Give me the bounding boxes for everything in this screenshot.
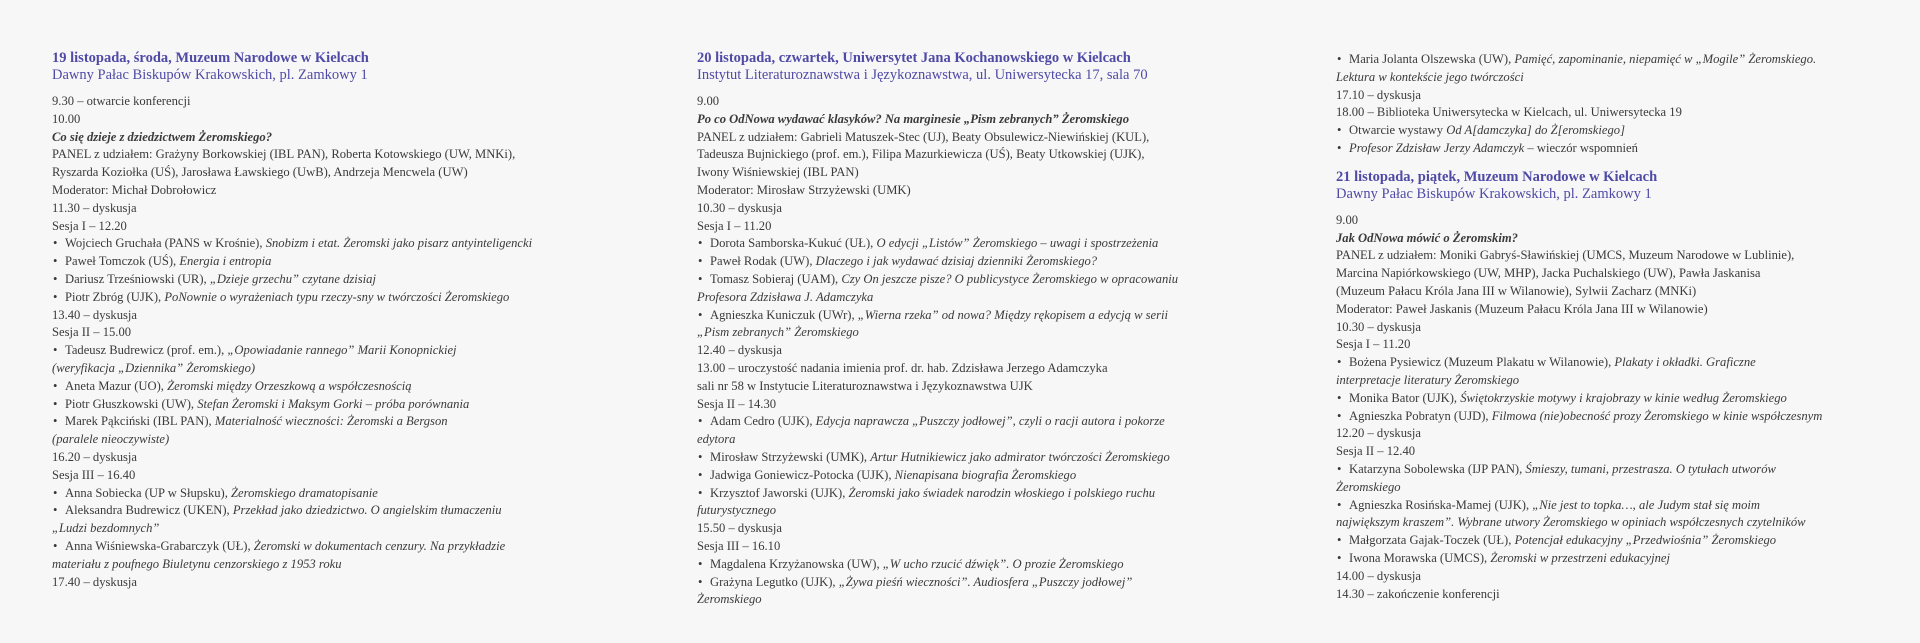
bullet-icon: • [1337, 140, 1342, 155]
talk-title: Śmieszy, tumani, przestrasza. O tytułach utworów [1525, 461, 1776, 476]
talk-item [1336, 354, 1896, 390]
bullet-icon: • [698, 236, 703, 251]
talk-title-cont: „Pism zebranych” Żeromskiego [697, 325, 859, 340]
talk-title-cont: (weryfikacja „Dziennika” Żeromskiego) [52, 360, 256, 375]
panel-members: (Muzeum Pałacu Króla Jana III w Wilanowie), Sylwii Zacharz (MNKi) [1336, 283, 1697, 298]
talk-title: Przekład jako dziedzictwo. O angielskim tłumaczeniu [232, 503, 502, 518]
event-item [1336, 122, 1896, 140]
day-3-column [1336, 51, 1896, 603]
talk-title-cont: Lektura w kontekście jego twórczości [1336, 69, 1524, 84]
speaker: Tomasz Sobieraj (UAM), [710, 271, 842, 286]
talk-item [1336, 550, 1896, 568]
talk-item [1336, 51, 1896, 87]
bullet-icon: • [53, 254, 58, 269]
talk-item [52, 413, 612, 449]
talk-title-cont: materiału z poufnego Biuletynu cenzorskiego z 1953 roku [52, 556, 342, 571]
bullet-icon: • [53, 289, 58, 304]
speaker: Jadwiga Goniewicz-Potocka (UJK), [710, 467, 895, 482]
speaker: Maria Jolanta Olszewska (UW), [1349, 52, 1515, 66]
schedule-line: 12.40 – dyskusja [697, 343, 783, 358]
talk-title: Nienapisana biografia Żeromskiego [894, 467, 1077, 482]
bullet-icon: • [1337, 52, 1342, 66]
speaker: Piotr Głuszkowski (UW), [65, 396, 198, 411]
session-heading: Sesja II – 14.30 [697, 396, 777, 411]
talk-item [52, 289, 612, 307]
speaker: Krzysztof Jaworski (UJK), [710, 485, 849, 500]
schedule-line: 13.40 – dyskusja [52, 307, 138, 322]
schedule-line: 17.40 – dyskusja [52, 574, 138, 589]
schedule-line: 10.30 – dyskusja [697, 200, 783, 215]
talk-title: Energia i entropia [179, 254, 272, 269]
talk-item [1336, 461, 1896, 497]
talk-title-cont: Żeromskiego [1336, 479, 1401, 494]
bullet-icon: • [1337, 461, 1342, 476]
bullet-icon: • [698, 467, 703, 482]
bullet-icon: • [1337, 390, 1342, 405]
day-1-title: 19 listopada, środa, Muzeum Narodowe w Kielcach [52, 50, 369, 66]
speaker: Aneta Mazur (UO), [65, 378, 168, 393]
talk-item [52, 342, 612, 378]
ceremony-line: sali nr 58 w Instytucie Literaturoznawstwa i Językoznawstwa UJK [697, 378, 1033, 393]
schedule-line: 10.30 – dyskusja [1336, 319, 1422, 334]
talk-title-cont: największym kraszem”. Wybrane utwory Żeromskiego w opiniach współczesnych czytelników [1336, 515, 1806, 530]
talk-item [52, 396, 612, 414]
talk-title: Plakaty i okładki. Graficzne [1614, 355, 1756, 370]
talk-item [52, 538, 612, 574]
talk-title: „Nie jest to topka…, ale Judym stał się moim [1532, 497, 1760, 512]
schedule-line: 12.20 – dyskusja [1336, 426, 1422, 441]
schedule-line: 9.00 [1336, 212, 1359, 227]
schedule-line: 15.50 – dyskusja [697, 521, 783, 536]
talk-title: Żeromski w przestrzeni edukacyjnej [1490, 550, 1670, 565]
bullet-icon: • [698, 449, 703, 464]
speaker: Anna Wiśniewska-Grabarczyk (UŁ), [65, 538, 254, 553]
talk-item [697, 413, 1257, 449]
panel-title: Po co OdNowa wydawać klasyków? Na marginesie „Pism zebranych” Żeromskiego [697, 111, 1130, 126]
speaker: Małgorzata Gajak-Toczek (UŁ), [1349, 533, 1515, 548]
talk-item [1336, 532, 1896, 550]
talk-item [697, 253, 1257, 271]
exhibition-title: Od A[damczyka] do Ż[eromskiego] [1446, 123, 1625, 138]
talk-title: Artur Hutnikiewicz jako admirator twórczości Żeromskiego [870, 449, 1170, 464]
bullet-icon: • [698, 485, 703, 500]
panel-members: Tadeusza Bujnickiego (prof. em.), Filipa Mazurkiewicza (UŚ), Beaty Utkowskiej (UJK), [697, 147, 1145, 162]
speaker: Piotr Zbróg (UJK), [65, 289, 165, 304]
talk-item [697, 485, 1257, 521]
event-label: Otwarcie wystawy [1349, 123, 1447, 138]
day-2-title: 20 listopada, czwartek, Uniwersytet Jana Kochanowskiego w Kielcach [697, 50, 1131, 66]
talk-item [697, 467, 1257, 485]
talk-item [697, 449, 1257, 467]
bullet-icon: • [698, 574, 703, 589]
panel-title: Co się dzieje z dziedzictwem Żeromskiego? [52, 129, 273, 144]
schedule-line: 18.00 – Biblioteka Uniwersytecka w Kielcach, ul. Uniwersytecka 19 [1336, 105, 1682, 120]
panel-members: PANEL z udziałem: Moniki Gabryś-Sławińskiej (UMCS, Muzeum Narodowe w Lublinie), [1336, 248, 1795, 263]
schedule-line: 11.30 – dyskusja [52, 200, 137, 215]
talk-title: Materialność wieczności: Żeromski a Bergson [214, 414, 448, 429]
session-heading: Sesja III – 16.10 [697, 538, 781, 553]
talk-title: Dlaczego i jak wydawać dzisiaj dzienniki Żeromskiego? [815, 254, 1098, 269]
bullet-icon: • [698, 307, 703, 322]
talk-title-cont: Profesora Zdzisława J. Adamczyka [697, 289, 874, 304]
talk-title: PoNownie o wyrażeniach typu rzeczy-sny w twórczości Żeromskiego [164, 289, 510, 304]
honoree-name: Profesor Zdzisław Jerzy Adamczyk [1349, 140, 1525, 155]
bullet-icon: • [53, 538, 58, 553]
session-heading: Sesja III – 16.40 [52, 467, 136, 482]
speaker: Agnieszka Kuniczuk (UWr), [710, 307, 858, 322]
bullet-icon: • [1337, 355, 1342, 370]
schedule-line: 14.30 – zakończenie konferencji [1336, 586, 1500, 601]
schedule-line: 10.00 [52, 111, 81, 126]
talk-item [1336, 497, 1896, 533]
speaker: Monika Bator (UJK), [1349, 390, 1461, 405]
talk-title: Filmowa (nie)obecność prozy Żeromskiego w kinie współczesnym [1491, 408, 1823, 423]
bullet-icon: • [53, 343, 58, 358]
bullet-icon: • [1337, 533, 1342, 548]
session-heading: Sesja I – 11.20 [697, 218, 772, 233]
event-label: – wieczór wspomnień [1524, 140, 1638, 155]
talk-title: Czy On jeszcze pisze? O publicystyce Żeromskiego w opracowaniu [841, 271, 1179, 286]
talk-title: „Dzieje grzechu” czytane dzisiaj [209, 271, 376, 286]
speaker: Tadeusz Budrewicz (prof. em.), [65, 343, 228, 358]
talk-title: Edycja naprawcza „Puszczy jodłowej”, czyli o racji autora i pokorze [815, 414, 1165, 429]
talk-title: Stefan Żeromski i Maksym Gorki – próba porównania [197, 396, 470, 411]
panel-members: Marcina Napiórkowskiego (UW, MHP), Jacka Puchalskiego (UW), Pawła Jaskanisa [1336, 266, 1761, 281]
session-heading: Sesja I – 12.20 [52, 218, 127, 233]
speaker: Aleksandra Budrewicz (UKEN), [65, 503, 233, 518]
bullet-icon: • [1337, 123, 1342, 138]
panel-members: PANEL z udziałem: Grażyny Borkowskiej (IBL PAN), Roberta Kotowskiego (UW, MNKi), [52, 147, 516, 162]
talk-item [697, 307, 1257, 343]
talk-title: Żeromski jako świadek narodzin włoskiego i polskiego ruchu [848, 485, 1156, 500]
bullet-icon: • [53, 414, 58, 429]
talk-item [52, 485, 612, 503]
speaker: Adam Cedro (UJK), [710, 414, 816, 429]
bullet-icon: • [1337, 497, 1342, 512]
schedule-line: 17.10 – dyskusja [1336, 87, 1422, 102]
talk-title: „Opowiadanie rannego” Marii Konopnickiej [227, 343, 457, 358]
bullet-icon: • [698, 414, 703, 429]
speaker: Iwona Morawska (UMCS), [1349, 550, 1491, 565]
event-item [1336, 140, 1896, 158]
speaker: Magdalena Krzyżanowska (UW), [710, 556, 883, 571]
schedule-line: 14.00 – dyskusja [1336, 568, 1422, 583]
speaker: Mirosław Strzyżewski (UMK), [710, 449, 871, 464]
speaker: Marek Pąkciński (IBL PAN), [65, 414, 215, 429]
day-1-column [52, 50, 612, 591]
speaker: Wojciech Gruchała (PANS w Krośnie), [65, 236, 266, 251]
talk-item [697, 235, 1257, 253]
talk-item [1336, 390, 1896, 408]
talk-title-cont: futurystycznego [697, 503, 777, 518]
bullet-icon: • [53, 503, 58, 518]
speaker: Grażyna Legutko (UJK), [710, 574, 839, 589]
talk-item [697, 574, 1257, 610]
speaker: Agnieszka Rosińska-Mamej (UJK), [1349, 497, 1533, 512]
panel-members: Iwony Wiśniewskiej (IBL PAN) [697, 165, 859, 180]
schedule-line: 16.20 – dyskusja [52, 449, 138, 464]
day-3-title: 21 listopada, piątek, Muzeum Narodowe w Kielcach [1336, 168, 1658, 185]
session-heading: Sesja II – 15.00 [52, 325, 132, 340]
ceremony-line: 13.00 – uroczystość nadania imienia prof. dr. hab. Zdzisława Jerzego Adamczyka [697, 360, 1108, 375]
speaker: Bożena Pysiewicz (Muzeum Plakatu w Wilanowie), [1349, 355, 1615, 370]
talk-title: Żeromski w dokumentach cenzury. Na przykładzie [253, 538, 506, 553]
talk-item [52, 502, 612, 538]
talk-item [52, 253, 612, 271]
bullet-icon: • [698, 254, 703, 269]
day-2-column [697, 50, 1257, 609]
panel-members: Ryszarda Koziołka (UŚ), Jarosława Ławskiego (UwB), Andrzeja Mencwela (UW) [52, 165, 468, 180]
bullet-icon: • [53, 378, 58, 393]
talk-item [52, 271, 612, 289]
speaker: Dariusz Trześniowski (UR), [65, 271, 210, 286]
talk-title: Świętokrzyskie motywy i krajobrazy w kinie według Żeromskiego [1460, 390, 1787, 405]
day-2-venue: Instytut Literaturoznawstwa i Językoznawstwa, ul. Uniwersytecka 17, sala 70 [697, 67, 1148, 83]
talk-item [697, 271, 1257, 307]
day-1-venue: Dawny Pałac Biskupów Krakowskich, pl. Zamkowy 1 [52, 67, 368, 83]
moderator: Moderator: Michał Dobrołowicz [52, 182, 217, 197]
talk-title-cont: edytora [697, 432, 736, 447]
talk-title: Pamięć, zapominanie, niepamięć w „Mogile” Żeromskiego. [1514, 52, 1817, 66]
talk-item [1336, 408, 1896, 426]
talk-title-cont: „Ludzi bezdomnych” [52, 521, 160, 536]
panel-title: Jak OdNowa mówić o Żeromskim? [1336, 230, 1518, 245]
talk-title: O edycji „Listów” Żeromskiego – uwagi i spostrzeżenia [876, 236, 1159, 251]
session-heading: Sesja II – 12.40 [1336, 444, 1416, 459]
talk-item [52, 235, 612, 253]
talk-title: Potencjał edukacyjny „Przedwiośnia” Żeromskiego [1514, 533, 1777, 548]
bullet-icon: • [698, 556, 703, 571]
speaker: Dorota Samborska-Kukuć (UŁ), [710, 236, 877, 251]
bullet-icon: • [698, 271, 703, 286]
talk-item [52, 378, 612, 396]
bullet-icon: • [53, 396, 58, 411]
bullet-icon: • [53, 236, 58, 251]
bullet-icon: • [1337, 408, 1342, 423]
day-3-venue: Dawny Pałac Biskupów Krakowskich, pl. Zamkowy 1 [1336, 185, 1652, 202]
spacer [1336, 158, 1896, 169]
speaker: Anna Sobiecka (UP w Słupsku), [65, 485, 232, 500]
bullet-icon: • [53, 485, 58, 500]
speaker: Katarzyna Sobolewska (IJP PAN), [1349, 461, 1526, 476]
moderator: Moderator: Paweł Jaskanis (Muzeum Pałacu Króla Jana III w Wilanowie) [1336, 301, 1708, 316]
talk-title: Żeromskiego dramatopisanie [231, 485, 378, 500]
moderator: Moderator: Mirosław Strzyżewski (UMK) [697, 182, 911, 197]
talk-title-cont: interpretacje literatury Żeromskiego [1336, 372, 1520, 387]
speaker: Paweł Rodak (UW), [710, 254, 816, 269]
schedule-line: 9.30 – otwarcie konferencji [52, 94, 191, 108]
bullet-icon: • [53, 271, 58, 286]
talk-title: „Żywa pieśń wieczności”. Audiosfera „Puszczy jodłowej” [838, 574, 1133, 589]
talk-item [697, 556, 1257, 574]
speaker: Paweł Tomczok (UŚ), [65, 254, 180, 269]
talk-title: „W ucho rzucić dźwięk”. O prozie Żeromskiego [882, 556, 1124, 571]
speaker: Agnieszka Pobratyn (UJD), [1349, 408, 1492, 423]
talk-title-cont: (paralele nieoczywiste) [52, 432, 170, 447]
panel-members: PANEL z udziałem: Gabrieli Matuszek-Stec (UJ), Beaty Obsulewicz-Niewińskiej (KUL), [697, 129, 1150, 144]
talk-title: Snobizm i etat. Żeromski jako pisarz antyinteligencki [265, 236, 533, 251]
schedule-line: 9.00 [697, 94, 720, 108]
talk-title: „Wierna rzeka” od nowa? Między rękopisem a edycją w serii [857, 307, 1169, 322]
bullet-icon: • [1337, 550, 1342, 565]
talk-title: Żeromski między Orzeszkową a współczesnością [167, 378, 412, 393]
talk-title-cont: Żeromskiego [697, 592, 762, 607]
session-heading: Sesja I – 11.20 [1336, 337, 1411, 352]
